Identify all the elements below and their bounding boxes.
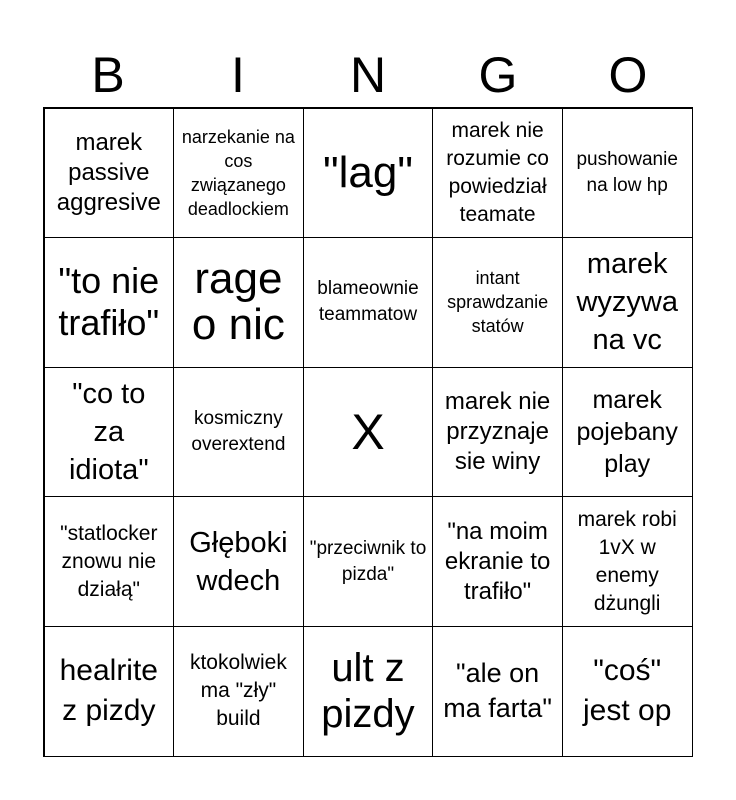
cell-text: "ale on ma farta" [443,658,552,724]
bingo-card [43,107,693,757]
free-space-mark: X [351,403,385,460]
cell-text: ktokolwiek ma "zły" build [189,651,287,731]
bingo-cell[interactable] [562,367,693,498]
bingo-cell[interactable] [303,237,434,368]
bingo-cell[interactable] [173,237,304,368]
cell-text: marek robi 1vX w enemy dżungli [577,507,677,615]
bingo-cell[interactable] [44,496,175,627]
bingo-cell[interactable] [44,367,175,498]
bingo-cell[interactable] [432,108,563,239]
bingo-cell[interactable] [173,108,304,239]
bingo-cell[interactable] [562,496,693,627]
bingo-cell[interactable] [432,626,563,757]
bingo-cell[interactable] [303,626,434,757]
cell-text: blameownie teammatow [317,278,419,326]
cell-text: "to nie trafiło" [58,260,160,344]
cell-text: rage o nic [191,254,285,350]
header-letter-i: I [231,47,245,103]
bingo-cell[interactable] [173,626,304,757]
cell-text: marek passive aggresive [56,128,161,216]
bingo-cell[interactable] [173,496,304,627]
header-letter-o: O [608,47,648,103]
bingo-cell[interactable] [173,367,304,498]
cell-text: "lag" [323,147,413,197]
bingo-cell[interactable] [562,237,693,368]
bingo-cell[interactable] [303,108,434,239]
bingo-cell[interactable] [432,237,563,368]
bingo-cell[interactable] [562,108,693,239]
bingo-cell[interactable] [432,496,563,627]
cell-text: intant sprawdzanie statów [447,268,549,337]
cell-text: narzekanie na cos związanego deadlockiem [181,126,295,219]
cell-text: "coś" jest op [582,654,672,728]
cell-text: kosmiczny overextend [191,407,286,455]
bingo-cell[interactable] [432,367,563,498]
cell-text: pushowanie na low hp [576,148,678,196]
bingo-header [43,44,693,106]
bingo-cell[interactable] [303,496,434,627]
cell-text: healrite z pizdy [59,654,158,728]
cell-text: marek nie przyznaje sie winy [444,387,551,475]
bingo-cell[interactable] [44,108,175,239]
cell-text: Głęboki wdech [189,526,288,597]
cell-text: "na moim ekranie to trafiło" [444,517,551,605]
cell-text: ult z pizdy [321,646,415,737]
cell-text: "przeciwnik to pizda" [309,537,427,585]
cell-text: marek wyzywa na vc [576,248,678,357]
header-letter-b: B [91,47,125,103]
cell-text: marek nie rozumie co powiedział teamate [446,118,549,226]
header-letter-n: N [349,47,387,103]
bingo-cell[interactable] [562,626,693,757]
bingo-cell[interactable] [44,237,175,368]
bingo-cell[interactable] [303,367,434,498]
bingo-cell[interactable] [44,626,175,757]
cell-text: "co to za idiota" [68,377,149,486]
header-letter-g: G [478,47,518,103]
cell-text: marek pojebany play [576,385,678,478]
cell-text: "statlocker znowu nie działą" [60,521,158,601]
